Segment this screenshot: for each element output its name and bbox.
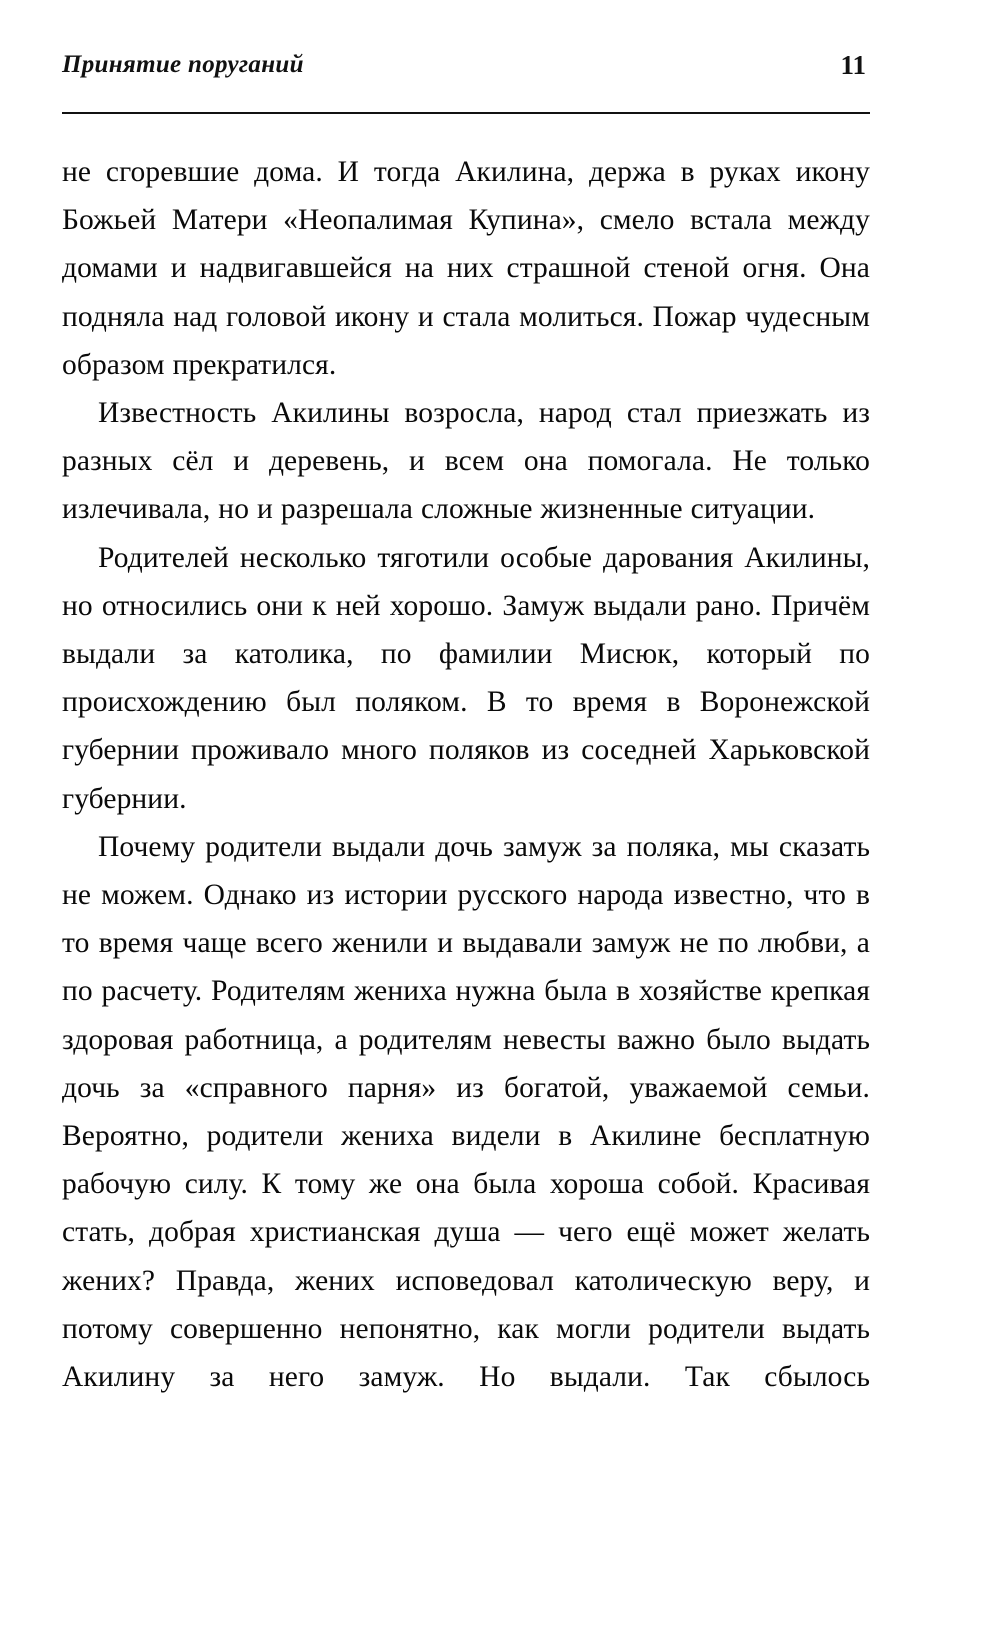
paragraph: Почему родители выдали дочь замуж за поляка, мы сказать не можем. Однако из истории русского народа известно, что в то время чаще всего женили и выдавали замуж не по любви, а по расчету. Родителям жениха нужна была в хозяйстве крепкая здоровая работница, а родителям невесты важно было выдать дочь за «справного парня» из богатой, уважаемой семьи. Вероятно, родители жениха видели в Акилине бесплатную рабочую силу. К тому же она была хороша собой. Красивая стать, добрая христианская душа — чего ещё может желать жених? Правда, жених исповедовал католическую веру, и потому совершенно непонятно, как могли родители выдать Акилину за него замуж. Но выдали. Так сбылось: [62, 830, 870, 1394]
paragraph: Родителей несколько тяготили особые дарования Акилины, но относились они к ней хорошо. Замуж выдали рано. Причём выдали за католика, по фамилии Мисюк, который по происхождению был поляком. В то время в Воронежской губернии проживало много поляков из соседней Харьковской губернии.: [62, 541, 870, 815]
paragraph: Известность Акилины возросла, народ стал приезжать из разных сёл и деревень, и всем она помогала. Не только излечивала, но и разрешала сложные жизненные ситуации.: [62, 397, 870, 526]
page-header: [62, 52, 868, 108]
running-title: Принятие поруганий: [62, 51, 304, 78]
body-text: [62, 148, 870, 1401]
page-number: 11: [840, 50, 866, 80]
paragraph: не сгоревшие дома. И тогда Акилина, держа в руках икону Божьей Матери «Неопалимая Купина», смело встала между домами и надвигавшейся на них страшной стеной огня. Она подняла над головой икону и стала молиться. Пожар чудесным образом прекратился.: [62, 156, 870, 381]
header-divider: [62, 112, 870, 114]
